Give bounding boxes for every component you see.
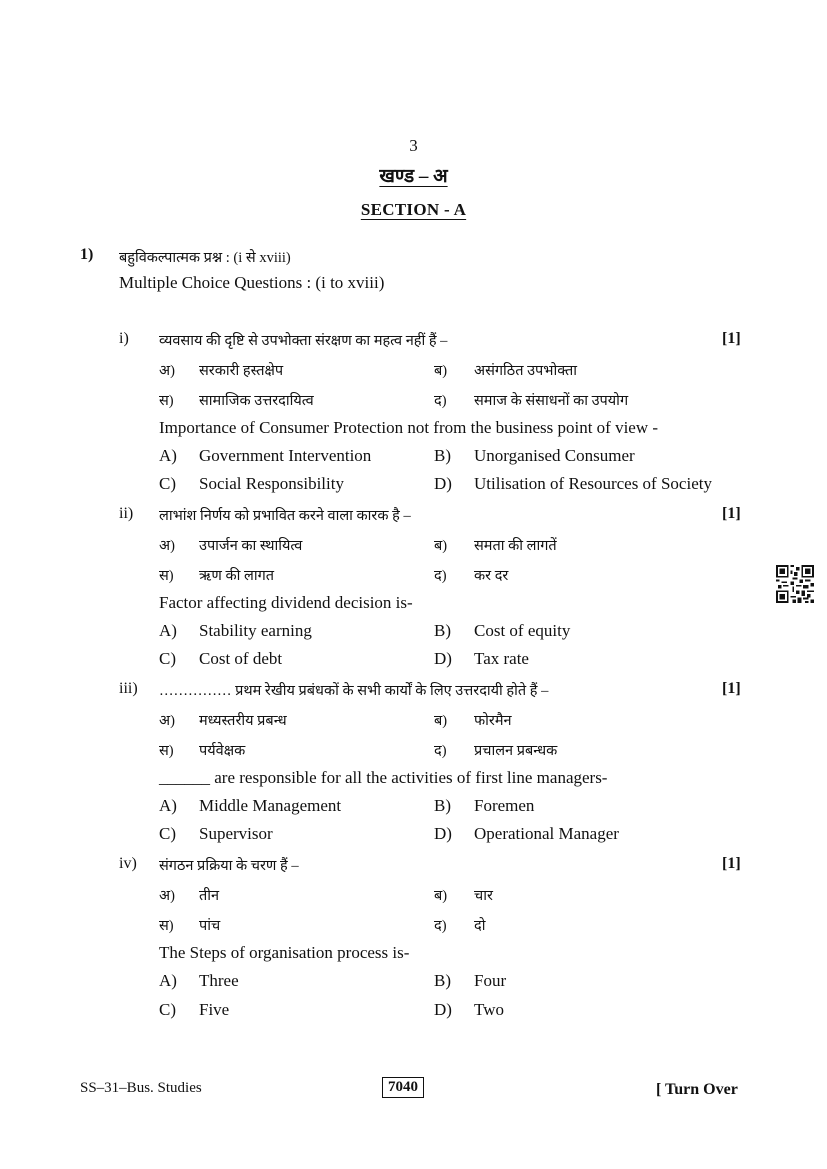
option-text: Government Intervention xyxy=(199,446,372,465)
option-text: मध्यस्तरीय प्रबन्ध xyxy=(199,713,287,729)
option-text: चार xyxy=(474,888,493,904)
option-label: C) xyxy=(159,474,176,493)
option-text: Tax rate xyxy=(474,649,529,668)
option-label: स) xyxy=(159,743,174,759)
option-text: Foremen xyxy=(474,796,535,815)
option-text: Middle Management xyxy=(199,796,342,815)
option-label: अ) xyxy=(159,538,175,554)
option-label: D) xyxy=(434,824,452,843)
option-label: द) xyxy=(434,393,447,409)
option-text: Utilisation of Resources of Society xyxy=(474,474,712,493)
option-text: प्रचालन प्रबन्धक xyxy=(474,743,558,759)
question-stem-hindi: व्यवसाय की दृष्टि से उपभोक्ता संरक्षण का महत्व नहीं हैं – xyxy=(159,333,448,349)
option-text: समता की लागतें xyxy=(474,538,557,554)
option-label: स) xyxy=(159,393,174,409)
option-label: D) xyxy=(434,474,452,493)
option-text: असंगठित उपभोक्ता xyxy=(474,363,578,379)
sub-question-number: ii) xyxy=(119,505,134,522)
option-label: A) xyxy=(159,971,177,990)
option-text: Five xyxy=(199,1000,230,1019)
option-label: ब) xyxy=(434,713,448,729)
option-label: ब) xyxy=(434,363,448,379)
option-text: तीन xyxy=(199,888,220,904)
option-label: B) xyxy=(434,796,451,815)
option-label: अ) xyxy=(159,363,175,379)
option-text: उपार्जन का स्थायित्व xyxy=(199,538,303,554)
option-text: पांच xyxy=(199,918,221,934)
option-text: Social Responsibility xyxy=(199,474,344,493)
qr-code-icon xyxy=(776,565,814,603)
option-label: D) xyxy=(434,649,452,668)
option-text: सामाजिक उत्तरदायित्व xyxy=(199,393,314,409)
option-label: स) xyxy=(159,918,174,934)
option-label: B) xyxy=(434,621,451,640)
option-text: Two xyxy=(474,1000,504,1019)
footer-paper-code: SS–31–Bus. Studies xyxy=(80,1080,202,1096)
sub-question-number: iii) xyxy=(119,680,138,697)
question-stem-hindi: …………… प्रथम रेखीय प्रबंधकों के सभी कार्यों के लिए उत्तरदायी होते हैं – xyxy=(159,683,549,699)
option-text: कर दर xyxy=(474,568,509,584)
sub-question-number: i) xyxy=(119,330,129,347)
option-text: Three xyxy=(199,971,239,990)
sub-question-number: iv) xyxy=(119,855,137,872)
option-label: ब) xyxy=(434,538,448,554)
footer-booklet-code: 7040 xyxy=(382,1077,424,1098)
option-text: Supervisor xyxy=(199,824,273,843)
option-label: B) xyxy=(434,971,451,990)
question-number: 1) xyxy=(80,246,94,263)
option-text: Cost of equity xyxy=(474,621,571,640)
option-label: D) xyxy=(434,1000,452,1019)
option-label: A) xyxy=(159,621,177,640)
question-stem-hindi: लाभांश निर्णय को प्रभावित करने वाला कारक है – xyxy=(159,508,411,524)
turn-over-label: [ Turn Over xyxy=(656,1081,738,1098)
question-stem-english: Importance of Consumer Protection not from the business point of view - xyxy=(159,418,659,437)
option-text: फोरमैन xyxy=(474,713,512,729)
question-stem-english: Factor affecting dividend decision is- xyxy=(159,593,413,612)
option-text: Cost of debt xyxy=(199,649,283,668)
section-title-hindi xyxy=(0,162,827,188)
option-text: दो xyxy=(474,918,486,934)
marks-label: [1] xyxy=(722,505,741,522)
option-text: Unorganised Consumer xyxy=(474,446,635,465)
question-title-hindi: बहुविकल्पात्मक प्रश्न : (i से xviii) xyxy=(119,250,291,266)
marks-label: [1] xyxy=(722,855,741,872)
option-text: Operational Manager xyxy=(474,824,619,843)
option-label: द) xyxy=(434,918,447,934)
option-label: A) xyxy=(159,796,177,815)
option-text: ऋण की लागत xyxy=(199,568,275,584)
option-text: समाज के संसाधनों का उपयोग xyxy=(474,393,629,409)
marks-label: [1] xyxy=(722,680,741,697)
question-stem-english: The Steps of organisation process is- xyxy=(159,943,410,962)
option-label: अ) xyxy=(159,713,175,729)
option-label: A) xyxy=(159,446,177,465)
option-label: द) xyxy=(434,568,447,584)
option-label: स) xyxy=(159,568,174,584)
option-label: C) xyxy=(159,649,176,668)
option-text: Four xyxy=(474,971,507,990)
option-label: द) xyxy=(434,743,447,759)
section-title-text: SECTION - A xyxy=(360,200,467,219)
page-number: 3 xyxy=(409,136,418,155)
section-title xyxy=(0,200,827,220)
question-title-english: Multiple Choice Questions : (i to xviii) xyxy=(119,273,385,292)
option-label: अ) xyxy=(159,888,175,904)
option-text: Stability earning xyxy=(199,621,312,640)
option-label: ब) xyxy=(434,888,448,904)
section-title-hindi-text: खण्ड – अ xyxy=(379,166,448,187)
option-label: B) xyxy=(434,446,451,465)
option-text: सरकारी हस्तक्षेप xyxy=(199,363,284,379)
option-label: C) xyxy=(159,1000,176,1019)
question-stem-hindi: संगठन प्रक्रिया के चरण हैं – xyxy=(159,858,299,874)
question-stem-english: ______ are responsible for all the activities of first line managers- xyxy=(159,768,608,787)
marks-label: [1] xyxy=(722,330,741,347)
option-label: C) xyxy=(159,824,176,843)
option-text: पर्यवेक्षक xyxy=(199,743,246,759)
